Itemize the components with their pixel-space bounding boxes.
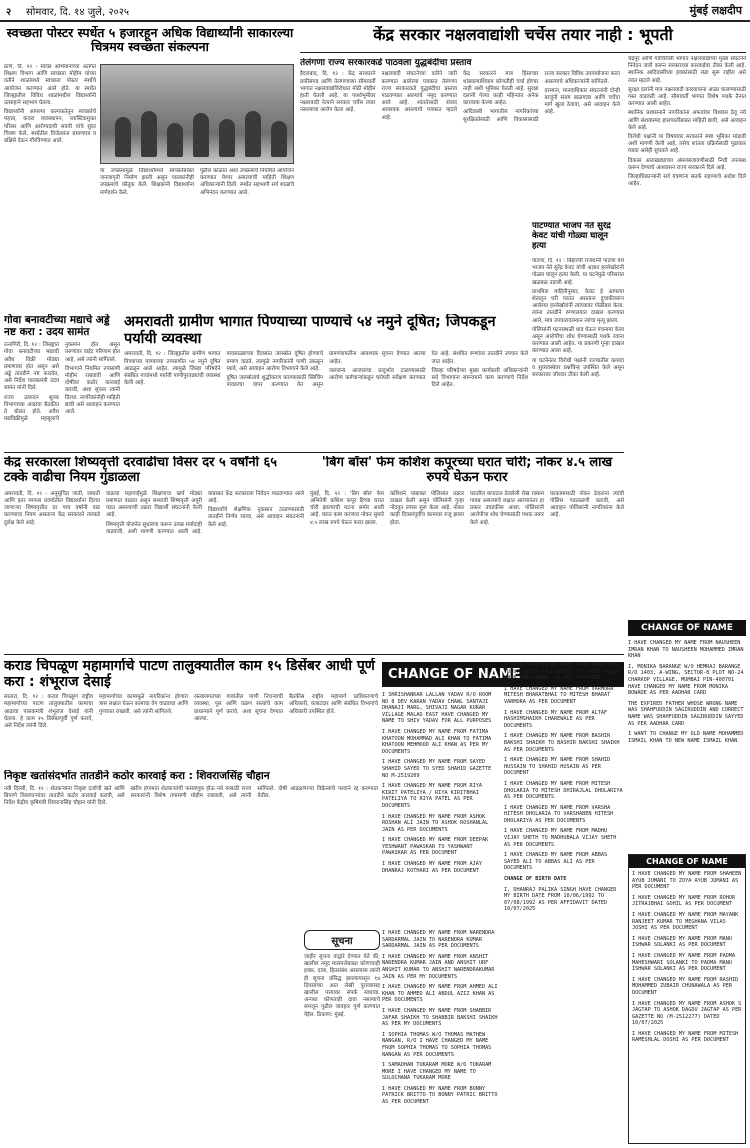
bjp-headline-box <box>532 222 624 256</box>
story-bigboss <box>310 456 624 652</box>
bigboss-body: मुंबई, दि. १२ : 'बिग बॉस' फेम अभिनेत्री कशिश कपूर हिच्या घरात चोरी झाल्याची घटना समोर आली आहे. घरात काम करणारा नोकर सुमारे ४.५ लाख रुपये घेऊन फरार झाला. कशिशने याबाबत पोलिसांत तक्रार दाखल केली असून पोलिसांनी गुन्हा नोंदवून तपास सुरू केला आहे. नोकर काही दिवसांपूर्वीच कामावर रुजू झाला होता. घरातील कपाटात ठेवलेली रोख रक्कम गायब असल्याचे लक्षात आल्यानंतर हा प्रकार उघडकीस आला. पोलिसांनी आरोपीचा शोध घेण्यासाठी पथक तयार केले आहे. घरकामासाठी नोकर ठेवताना त्यांची पोलिस पडताळणी करावी, असे आवाहन पोलिसांनी नागरिकांना केले आहे. <box>310 490 624 526</box>
suchana-notice <box>304 930 380 1080</box>
change-of-name-small-title: CHANGE OF NAME <box>629 855 745 868</box>
right-column-story: चंद्रपूर आणि गडचिरोली भागात नक्षलवाद्यांच्या मुख्य संघटनेने निवेदन जारी करून सरकारच्या कारवाईवर टीका केली आहे. स्थानिक आदिवासींच्या हक्कांसाठी लढा सुरू राहील असे त्यात म्हटले आहे. सुरक्षा दलांनी मात्र नक्षलवादी कारवायांना आळा घालण्यासाठी गस्त वाढवली आहे. सीमावर्ती भागात विशेष पथके तैनात करण्यात आली आहेत. स्थानिक प्रशासनाने नागरिकांना अफवांवर विश्वास ठेवू नये आणि संशयास्पद हालचालींबाबत माहिती द्यावी, असे आवाहन केले आहे. विरोधी पक्षांनी या विषयावर सरकारने स्पष्ट भूमिका मांडावी अशी मागणी केली आहे. तसेच शांतता प्रक्रियेसाठी पुढाकार घ्यावा असेही सुचवले आहे. विकास आराखड्याच्या अंमलबजावणीसाठी निधी उपलब्ध करून देण्याचे आश्वासन राज्य सरकारने दिले आहे. जिल्हाधिकाऱ्यांनी सर्व यंत्रणांना सतर्क राहण्याचे आदेश दिले आहेत. <box>628 56 746 188</box>
amravati-body: अमरावती, दि. १२ : जिल्ह्यातील ग्रामीण भागात पिण्याच्या पाण्याच्या तपासणीत ५४ नमुने दूषित आढळून आले आहेत. त्यामुळे जिल्हा परिषदेने संबंधित गावांमध्ये पर्यायी पाणीपुरवठ्याची व्यवस्था केली आहे. पावसाळ्याच्या दिवसांत जलस्रोत दूषित होण्याचे प्रमाण वाढते. त्यामुळे नागरिकांनी पाणी उकळून प्यावे, असे आवाहन आरोग्य विभागाने केले आहे. दूषित जलस्रोतांचे शुद्धीकरण करण्यासाठी ब्लिचिंग पावडरचा वापर करण्यात येत असून ग्रामपंचायतींना आवश्यक सूचना देण्यात आल्या आहेत. जलजन्य आजारांचा प्रादुर्भाव टाळण्यासाठी आरोग्य कर्मचाऱ्यांकडून घरोघरी सर्वेक्षण करण्यात येत आहे. संशयित रुग्णांवर तातडीने उपचार केले जात आहेत. जिल्हा परिषदेच्या मुख्य कार्यकारी अधिकाऱ्यांनी सर्व विभागांना समन्वयाने काम करण्याचे निर्देश दिले आहेत. <box>124 351 528 389</box>
goa-body: रत्नागिरी, दि. १२ : जिल्ह्यात गोवा बनावटीच्या मद्याची अवैध विक्री मोठ्या प्रमाणावर होत असून असे अड्डे तातडीने नष्ट करावेत, असे निर्देश पालकमंत्री उदय सामंत यांनी दिले. राज्य उत्पादन शुल्क विभागाच्या आढावा बैठकीत ते बोलत होते. अवैध मद्यविक्रीमुळे महसुलाचे नुकसान होत असून तरुणांवर वाईट परिणाम होत आहे, असे त्यांनी सांगितले. विभागाने नियमित तपासणी मोहीम राबवावी आणि दोषींवर कठोर कारवाई करावी, अशा सूचना त्यांनी दिल्या. नागरिकांनीही माहिती द्यावी असे आवाहन करण्यात आले. <box>4 342 120 423</box>
change-of-name-right-entries: I HAVE CHANGED MY NAME FROM NAUSHEEN IMRAN KHAN TO NAUSHEEN MOHAMMED IMRAN KHAN I, MONIKA BARANGE W/O HEMRAJ BARANGE R/O 1403, A-WING, SECTOR-8 PLOT NO-24 CHARKOP VILLAGE, MUMBAI PIN-400701 HAVE CHANGED MY NAME FROM MONIKA BOWADE AS PER AADHAR CARD THE EXPIRED FATHER WHOSE WRONG NAME WAS SHAHFUDDIN SAGIRUDDIN AND CORRECT NAME WAS SHAHFUDDIN SAGIRUDDIN SAYYED AS PER AADHAR CARD I WANT TO CHANGE MY OLD NAME MOHAMMED ISMAIL KHAN TO NEW NAME ISMAIL KHAN <box>628 640 744 744</box>
change-of-name-col2: I SHRISHANKAR LALLAN YADAV R/O ROOM NO 8 DEV KARAN YADAV CHAWL SANTAJI DHANAJI MARG, SHIVAJI NAGAR KURAR VILLAGE MALAD EAST HAVE CHANGED MY NAME TO SHIV YADAV FOR ALL PURPOSES I HAVE CHANGED MY NAME FROM FATIMA KHATOON MOHAMMAD ALI KHAN TO FATIMA KHATOON MEHMOOD ALI KHAN AS PER MY DOCUMENTS I HAVE CHANGED MY NAME FROM SAYED SHAHID SAYED TO SYED SHAHID GAZETTE NO M-2519209 I HAVE CHANGED MY NAME FROM RIYA KIRIT PATELIYA / RIYA KIRITBHAI PATELIYA TO RIYA PATEL AS PER DOCUMENTS I HAVE CHANGED MY NAME FROM ASHOK ROSHAN ALI JAIN TO ASHOK ROSHANLAL JAIN AS PER DOCUMENTS I HAVE CHANGED MY NAME FROM DEEPAK YESHWANT PAWASKAR TO YASHWANT PAWASKAR AS PER DOCUMENT I HAVE CHANGED MY NAME FROM AJAY DHANRAJ KOTHARI AS PER DOCUMENT <box>382 692 492 874</box>
swachhata-body-right: या उपक्रमामुळे विद्यार्थ्यांमध्ये स्वच्छतेबाबत जनजागृती निर्माण झाली असून पालकांनीही उपक्रमाचे कौतुक केले. शिक्षकांनी विद्यार्थ्यांना मार्गदर्शन केले. पुढील काळात अशा उपक्रमांचे नियमित आयोजन करण्यात येणार असल्याची माहिती शिक्षण अधिकाऱ्यांनी दिली. स्पर्धेत सहभागी सर्व शाळांचे अभिनंदन करण्यात आले. <box>100 168 294 196</box>
bigboss-headline: 'बिग बॉस' फेम कशिश कपूरच्या घरात चोरी; नोकर ४.५ लाख रुपये घेऊन फरार <box>321 456 613 485</box>
naxal-headline-box <box>300 26 746 54</box>
swachhata-headline: स्वच्छता पोस्टर स्पर्धेत ५ हजारहून अधिक विद्यार्थ्यांनी साकारल्या चित्रमय स्वच्छता संकल्पना <box>6 26 294 55</box>
story-goa <box>4 314 120 450</box>
suchana-body: जाहीर सूचना याद्वारे देण्यात येते की, खालील नमूद मालमत्तेबाबत कोणाचाही हक्क, दावा, हितसंबंध असल्यास त्यांनी ही सूचना प्रसिद्ध झाल्यापासून १४ दिवसांच्या आत लेखी पुराव्यासह खालील पत्त्यावर संपर्क साधावा. अन्यथा कोणताही दावा नसल्याचे समजून पुढील व्यवहार पूर्ण करण्यात येईल. ठिकाण: मुंबई. <box>304 954 380 1018</box>
section-rule-1 <box>4 452 624 453</box>
story-amravati <box>124 314 528 450</box>
scholarship-headline: केंद्र सरकारला शिष्यवृत्ती दरवाढीचा विसर दर ५ वर्षांनी ६५ टक्के वाढीचा नियम गुंडाळला <box>4 456 278 485</box>
story-swachhata <box>4 26 296 260</box>
naxal-subhead: तेलंगणा राज्य सरकारकडे पाठवला युद्धबंदीचा प्रस्ताव <box>300 58 472 68</box>
change-of-name-col3: I HAVE CHANGED MY NAME FROM KHAN MOHD YUSUF SALIM (OLD NAME) TO YUSUF SALIM KHAN (NEW NAME) AS PER DOCUMENT I HAVE CHANGED MY NAME FROM VARMORA MITESH BHARATBHAI TO MITESH BHARAT VARMORA AS PER DOCUMENT I HAVE CHANGED MY NAME FROM ALTAF HASHIMSHAIKH CHAREWALE AS PER DOCUMENTS I HAVE CHANGED MY NAME FROM BASHIR BAKSHI SHAIKH TO BASHIR BAKSHI SHAIKH AS PER DOCUMENTS I HAVE CHANGED MY NAME FROM SHAHID HUSSAIN TO SHAHID HUSAIN AS PER DOCUMENT I HAVE CHANGED MY NAME FROM MITESH DHOLARIA TO MITESH DHIRAJLAL DHOLARIYA AS PER DOCUMENTS I HAVE CHANGED MY NAME FROM VARSHA HITESH DHOLARIA TO VARSHABEN HITESH DHOLARIYA AS PER DOCUMENTS I HAVE CHANGED MY NAME FROM MADHU VIJAY SHETH TO MADHUBALA VIJAY SHETH AS PER DOCUMENTS I HAVE CHANGED MY NAME FROM ABBAS SAYED ALI TO ABBAS ALI AS PER DOCUMENTS CHANGE OF BIRTH DATE I, DHANRAJ PALIKA SINGH HAVE CHANGED MY BIRTH DATE FROM 10/06/1992 TO 07/08/1992 AS PER AFFIDAVIT DATED 10/07/2025 <box>504 662 623 913</box>
story-scholarship <box>4 456 304 652</box>
change-of-name-small-entries: I HAVE CHANGED MY NAME FROM SHAHEEN AYUB JUMANI TO ZOYA AYUB JUMANI AS PER DOCUMENT I HAVE CHANGED MY NAME FROM ROHOR JITRAJBHAI GOHIL AS PER DOCUMENT I HAVE CHANGED MY NAME FROM MAYANK RANJEET KUMAR TO MEGHANA VILAS JOSHI AS PER DOCUMENT I HAVE CHANGED MY NAME FROM MANU ISHWAR SOLANKI AS PER DOCUMENT I HAVE CHANGED MY NAME FROM PADMA MAHESHWARI SOLANKI TO PADMA MANU ISHWAR SOLANKI AS PER DOCUMENT I HAVE CHANGED MY NAME FROM RASHID MOHAMMED ZUBAIR CHUNAWALA AS PER DOCUMENT I HAVE CHANGED MY NAME FROM ASHOK S JAGTAP TO ASHOK DAGDU JAGTAP AS PER GAZETTE NO (M-2512277) DATED 10/07/2025 I HAVE CHANGED MY NAME FROM MITESH RAMESHLAL DOSHI AS PER DOCUMENT <box>632 871 742 1044</box>
change-of-name-col1: I HAVE CHANGED MY NAME FROM NARENDRA SARDARMAL JAIN TO NARENDRA KUMAR SARDARMAL JAIN AS PER DOCUMENTS I HAVE CHANGED MY NAME FROM ANSHIT NARENDRA KUMAR JAIN AND ANSHIT URF ANSHIT KUMAR TO ANSHIT NARENDRAKUMAR JAIN AS PER MY DOCUMENTS I HAVE CHANGED MY NAME FROM AHMED ALI KHAN TO AHMED ALI ABDUL AZIZ KHAN AS PER DOCUMENTS I HAVE CHANGED MY NAME FROM SHABBIR JAFAR SHAIKH TO SHABBIR BAKSHI SHAIKH AS PER MY DOCUMENTS I SOPHIA THOMAS W/O THOMAS MATHEW NANGAN, R/O I HAVE CHANGED MY NAME FROM SOPHIA THOMAS TO SOPHIA THOMAS NANGAN AS PER DOCUMENTS I SAMADHAN TUKARAM MORE W/O TUKARAM MORE I HAVE CHANGED MY NAME TO SULOCHANA TUKARAM MORE I HAVE CHANGED MY NAME FROM BONNY PATRICK BRITTO TO BONNY PATRIC BRITTO AS PER DOCUMENT <box>382 930 498 1106</box>
scholarship-body: अमरावती, दि. १२ : अनुसूचित जाती, जमाती आणि इतर मागास प्रवर्गातील विद्यार्थ्यांना दिल्या जाणाऱ्या शिष्यवृत्तीत दर पाच वर्षांनी वाढ करण्याचा नियम असताना केंद्र सरकारने त्याकडे दुर्लक्ष केले आहे. वाढत्या महागाईमुळे शिक्षणाचा खर्च मोठ्या प्रमाणात वाढला असून सध्याची शिष्यवृत्ती अपुरी पडत असल्याची तक्रार विद्यार्थी संघटनांनी केली आहे. शिष्यवृत्ती योजनेत सुधारणा करून उत्पन्न मर्यादाही वाढवावी, अशी मागणी करण्यात आली आहे. याबाबत केंद्र सरकारला निवेदन पाठवण्यात आले आहे. विद्यार्थ्यांचे शैक्षणिक नुकसान टाळण्यासाठी तातडीने निर्णय घ्यावा, असे आवाहन संघटनांनी केले आहे. <box>4 490 304 535</box>
karad-headline: कराड चिपळूण महामार्गाचे पाटण तालुक्यातील काम १५ डिसेंबर आधी पूर्ण करा : शंभूराज देसाई <box>4 658 375 691</box>
paper-name: मुंबई लक्षदीप <box>689 4 742 17</box>
bjp-body: पाटणा, दि. १२ : बिहारची राजधानी पाटणा येथे भाजप नेते सुरेंद्र केवट यांची अज्ञात हल्लेखोरांनी गोळ्या घालून हत्या केली. या घटनेमुळे परिसरात खळबळ उडाली आहे. प्राथमिक माहितीनुसार, केवट हे आपल्या शेतातून घरी परतत असताना दुचाकीवरून आलेल्या हल्लेखोरांनी त्यांच्यावर गोळीबार केला. त्यांना तातडीने रुग्णालयात दाखल करण्यात आले, मात्र उपचारादरम्यान त्यांचा मृत्यू झाला. पोलिसांनी घटनास्थळी धाव घेऊन पंचनामा केला असून आरोपींचा शोध घेण्यासाठी पथके रवाना करण्यात आली आहेत. या प्रकरणी गुन्हा दाखल करण्यात आला आहे. या घटनेनंतर विरोधी पक्षांनी राज्यातील कायदा व सुव्यवस्थेवर प्रश्नचिन्ह उपस्थित केले असून सरकारवर जोरदार टीका केली आहे. <box>532 258 624 379</box>
story-karad <box>4 658 378 766</box>
naxal-rule <box>300 52 746 53</box>
swachhata-photo <box>100 64 294 164</box>
change-of-name-small <box>628 854 746 1144</box>
section-rule-2 <box>4 654 624 655</box>
naxal-headline: केंद्र सरकार नक्षलवाद्यांशी चर्चेस तयार नाही : भूपती <box>373 26 673 44</box>
change-of-name-right-title: CHANGE OF NAME <box>628 620 746 636</box>
masthead <box>0 0 750 22</box>
change-of-name-right <box>628 620 746 850</box>
suchana-title: सूचना <box>304 930 380 950</box>
naxal-body: तेलंगणा राज्य सरकारकडे पाठवला युद्धबंदीचा प्रस्ताव हैदराबाद, दि. १२ : केंद्र सरकारने छत्तीसगड आणि तेलंगणाच्या सीमावर्ती भागात नक्षलवाद्यांविरोधात मोठी मोहीम हाती घेतली आहे. या पार्श्वभूमीवर नक्षलवादी नेत्याने सरकार चर्चेस तयार नसल्याचा आरोप केला आहे. नक्षलवादी संघटनेच्या वतीने जारी करण्यात आलेल्या पत्रकात तेलंगणा राज्य सरकारकडे युद्धबंदीचा प्रस्ताव पाठवण्यात आल्याचे नमूद करण्यात आले आहे. शांततेसाठी संवाद आवश्यक असल्याचे पत्रकात म्हटले आहे. केंद्र सरकारने मात्र हिंसाचार थांबवल्याशिवाय कोणतीही चर्चा होणार नाही अशी भूमिका घेतली आहे. सुरक्षा दलांनी गेल्या काही महिन्यांत अनेक कारवाया केल्या आहेत. आदिवासी भागातील नागरिकांच्या सुरक्षिततेसाठी आणि विकासासाठी राज्य सरकार विविध उपाययोजना करत असल्याचे अधिकाऱ्यांनी सांगितले. दरम्यान, मानवाधिकार संघटनांनी दोन्ही बाजूंनी संयम बाळगावा आणि चर्चेचा मार्ग खुला ठेवावा, असे आवाहन केले आहे. <box>300 58 620 123</box>
swachhata-body-left: ठाणे, दि. १२ : स्वच्छ अभियानाच्या अंतर्गत शिक्षण विभाग आणि स्वच्छता मोहीम यांच्या वतीने शाळांमध्ये स्वच्छता पोस्टर स्पर्धेचे आयोजन करण्यात आले होते. या स्पर्धेत जिल्ह्यातील विविध शाळांमधील विद्यार्थ्यांनी उत्साहाने सहभाग घेतला. विद्यार्थ्यांनी आपल्या कल्पकतेतून स्वच्छतेचे महत्त्व, कचरा व्यवस्थापन, प्लास्टिकमुक्त परिसर आणि आरोग्यदायी सवयी यांचे सुंदर चित्रण केले. स्पर्धेतील विजेत्यांना प्रमाणपत्र व बक्षिसे देऊन गौरविण्यात आले. <box>4 64 96 145</box>
bjp-headline: पाटण्यात भाजप नेते सुरेंद्र केवट यांची गोळ्या घालून हत्या <box>532 222 611 251</box>
page-number: २ <box>6 7 12 18</box>
amravati-headline: अमरावती ग्रामीण भागात पिण्याच्या पाण्याचे ५४ नमुने दूषित; जिपकडून पर्यायी व्यवस्था <box>124 314 496 347</box>
change-of-name-main-title: CHANGE OF NAME <box>382 662 624 687</box>
date-line: सोमवार, दि. १४ जुले, २०२५ <box>26 7 130 18</box>
fertilizer-body: नवी दिल्ली, दि. १२ : शेतकऱ्यांना निकृष्ट दर्जाची खते आणि बियाणे विकणाऱ्यांवर तातडीने कठोर कारवाई करावी, असे निर्देश केंद्रीय कृषिमंत्री शिवराजसिंह चौहान यांनी दिले. खरीप हंगामात शेतकऱ्यांची फसवणूक होऊ नये यासाठी राज्य सरकारांनी विशेष तपासणी मोहीम राबवावी, असे त्यांनी सांगितले. दोषी आढळणाऱ्या विक्रेत्यांचे परवाने रद्द करण्यात येतील. <box>4 786 378 807</box>
karad-body: सातारा, दि. १२ : कराड चिपळूण राष्ट्रीय महामार्गाच्या पाटण तालुक्यातील कामाचा आढावा पालकमंत्री शंभूराज देसाई यांनी घेतला. हे काम १५ डिसेंबरपूर्वी पूर्ण करावे, असे निर्देश त्यांनी दिले. महामार्गाच्या कामामुळे नागरिकांना होणारा त्रास लक्षात घेऊन कामाचा वेग वाढवावा आणि गुणवत्ता राखावी, असे त्यांनी सांगितले. रस्त्यालगतच्या गावांतील पाणी निचऱ्याची व्यवस्था, पूल आणि वळण रस्त्यांचे काम प्राधान्याने पूर्ण करावे, अशा सूचना देण्यात आल्या. बैठकीस राष्ट्रीय महामार्ग प्राधिकरणाचे अधिकारी, कंत्राटदार आणि संबंधित विभागांचे अधिकारी उपस्थित होते. <box>4 694 378 729</box>
story-fertilizer <box>4 770 378 844</box>
goa-headline: गोवा बनावटीच्या मद्याचे अड्डे नष्ट करा : उदय सामंत <box>4 314 110 339</box>
fertilizer-headline: निकृष्ट खतांसंदर्भात तातडीने कठोर कारवाई करा : शिवराजसिंह चौहान <box>4 770 270 782</box>
